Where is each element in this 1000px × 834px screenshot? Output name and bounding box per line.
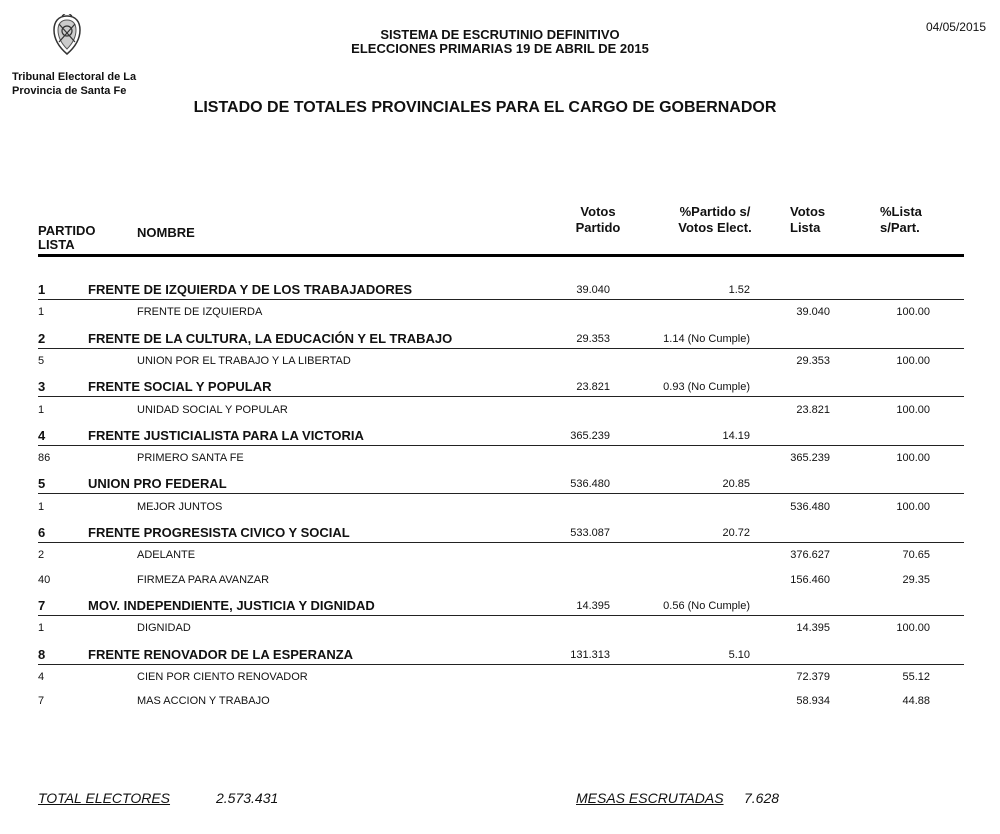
list-percent: 70.65 (902, 549, 930, 562)
list-name: DIGNIDAD (137, 622, 191, 635)
list-votes: 14.395 (796, 622, 830, 635)
column-header-votos-lista-line-2: Lista (790, 220, 821, 235)
report-title-line-2: ELECCIONES PRIMARIAS 19 DE ABRIL DE 2015 (351, 41, 649, 56)
party-percent: 20.72 (722, 527, 750, 539)
list-percent: 100.00 (896, 354, 930, 367)
header-rule (38, 254, 964, 257)
mesas-escrutadas-label: MESAS ESCRUTADAS (576, 790, 724, 806)
party-row-rule (38, 615, 964, 616)
list-votes: 58.934 (796, 695, 830, 708)
list-votes: 29.353 (796, 354, 830, 367)
party-number: 1 (38, 282, 46, 297)
party-name: MOV. INDEPENDIENTE, JUSTICIA Y DIGNIDAD (88, 597, 375, 613)
party-number: 2 (38, 330, 46, 346)
organization-name (12, 70, 136, 98)
party-votes: 29.353 (576, 332, 610, 345)
column-header-pct-partido-line-2: Votos Elect. (678, 220, 752, 235)
party-name: FRENTE DE LA CULTURA, LA EDUCACIÓN Y EL TRABAJO (88, 330, 453, 346)
column-header-pct-partido (660, 204, 770, 236)
column-header-votos-partido (560, 204, 636, 236)
report-title-line-1: SISTEMA DE ESCRUTINIO DEFINITIVO (380, 27, 620, 42)
list-number: 1 (38, 622, 45, 635)
column-header-lista: LISTA (38, 237, 75, 252)
list-number: 1 (38, 403, 45, 416)
column-header-partido: PARTIDO (38, 223, 96, 238)
party-row-rule (38, 664, 964, 665)
list-percent: 100.00 (896, 452, 930, 465)
list-number: 4 (38, 670, 45, 683)
party-percent: 0.93 (No Cumple) (663, 381, 750, 394)
column-header-nombre: NOMBRE (137, 225, 195, 240)
party-name: FRENTE SOCIAL Y POPULAR (88, 379, 272, 395)
list-percent: 100.00 (896, 306, 930, 319)
list-number: 86 (38, 452, 51, 465)
total-electores-label: TOTAL ELECTORES (38, 790, 171, 806)
column-header-votos-lista-line-1: Votos (790, 204, 826, 219)
list-number: 1 (38, 500, 45, 513)
mesas-escrutadas-value: 7.628 (744, 790, 780, 806)
list-name: FRENTE DE IZQUIERDA (137, 306, 263, 319)
report-date: 04/05/2015 (925, 20, 986, 34)
party-votes: 536.480 (570, 478, 610, 491)
list-number: 1 (38, 306, 45, 319)
list-percent: 44.88 (902, 695, 930, 708)
total-electores-value: 2.573.431 (216, 790, 279, 806)
party-number: 7 (38, 597, 46, 613)
list-votes: 376.627 (790, 549, 830, 562)
list-votes: 156.460 (790, 573, 830, 586)
party-percent: 1.52 (728, 284, 750, 296)
list-percent: 100.00 (896, 403, 930, 416)
list-percent: 55.12 (902, 670, 930, 683)
list-votes: 365.239 (790, 452, 830, 465)
party-percent: 20.85 (722, 478, 750, 491)
list-name: PRIMERO SANTA FE (137, 452, 244, 465)
party-number: 4 (38, 427, 46, 443)
party-name: FRENTE PROGRESISTA CIVICO Y SOCIAL (88, 525, 350, 540)
party-name: FRENTE DE IZQUIERDA Y DE LOS TRABAJADORES (88, 282, 413, 297)
column-header-pct-lista (880, 204, 922, 236)
list-name: UNION POR EL TRABAJO Y LA LIBERTAD (137, 354, 351, 367)
list-name: MAS ACCION Y TRABAJO (137, 695, 270, 708)
party-row-rule (38, 396, 964, 397)
party-votes: 131.313 (570, 648, 610, 661)
list-percent: 100.00 (896, 622, 930, 635)
party-row-rule (38, 542, 964, 543)
party-percent: 1.14 (No Cumple) (663, 332, 750, 345)
list-number: 5 (38, 354, 45, 367)
organization-line-2: Provincia de Santa Fe (12, 85, 127, 97)
party-row-rule (38, 493, 964, 494)
column-header-votos-partido-line-1: Votos (580, 204, 616, 219)
column-header-pct-partido-line-1: %Partido s/ (679, 204, 751, 219)
report-subtitle: LISTADO DE TOTALES PROVINCIALES PARA EL CARGO DE GOBERNADOR (193, 99, 777, 116)
party-votes: 39.040 (576, 284, 610, 296)
column-header-pct-lista-line-1: %Lista (880, 204, 922, 219)
party-percent: 0.56 (No Cumple) (663, 599, 750, 612)
list-name: MEJOR JUNTOS (137, 500, 223, 513)
list-name: ADELANTE (137, 549, 196, 562)
list-votes: 72.379 (796, 670, 830, 683)
party-name: UNION PRO FEDERAL (88, 476, 227, 492)
party-row-rule (38, 445, 964, 446)
party-number: 6 (38, 525, 46, 540)
organization-line-1: Tribunal Electoral de La (12, 71, 137, 83)
list-votes: 23.821 (796, 403, 830, 416)
list-number: 2 (38, 549, 45, 562)
list-votes: 39.040 (796, 306, 830, 319)
list-name: CIEN POR CIENTO RENOVADOR (137, 670, 308, 683)
list-number: 7 (38, 695, 45, 708)
party-number: 5 (38, 476, 46, 492)
column-header-votos-lista (790, 204, 825, 236)
party-row-rule (38, 299, 964, 300)
party-votes: 14.395 (576, 599, 610, 612)
party-votes: 365.239 (570, 429, 610, 442)
list-name: FIRMEZA PARA AVANZAR (137, 573, 270, 586)
party-name: FRENTE RENOVADOR DE LA ESPERANZA (88, 646, 354, 662)
party-row-rule (38, 348, 964, 349)
party-votes: 533.087 (570, 527, 610, 539)
list-votes: 536.480 (790, 500, 830, 513)
party-number: 3 (38, 379, 46, 395)
list-number: 40 (38, 573, 51, 586)
party-number: 8 (38, 646, 46, 662)
list-percent: 29.35 (902, 573, 930, 586)
party-percent: 5.10 (728, 648, 750, 661)
party-votes: 23.821 (576, 381, 610, 394)
coat-of-arms-icon (50, 14, 84, 56)
list-name: UNIDAD SOCIAL Y POPULAR (137, 403, 288, 416)
column-header-votos-partido-line-2: Partido (575, 220, 621, 235)
party-name: FRENTE JUSTICIALISTA PARA LA VICTORIA (88, 427, 364, 443)
party-percent: 14.19 (722, 429, 750, 442)
list-percent: 100.00 (896, 500, 930, 513)
column-header-pct-lista-line-2: s/Part. (880, 220, 920, 235)
